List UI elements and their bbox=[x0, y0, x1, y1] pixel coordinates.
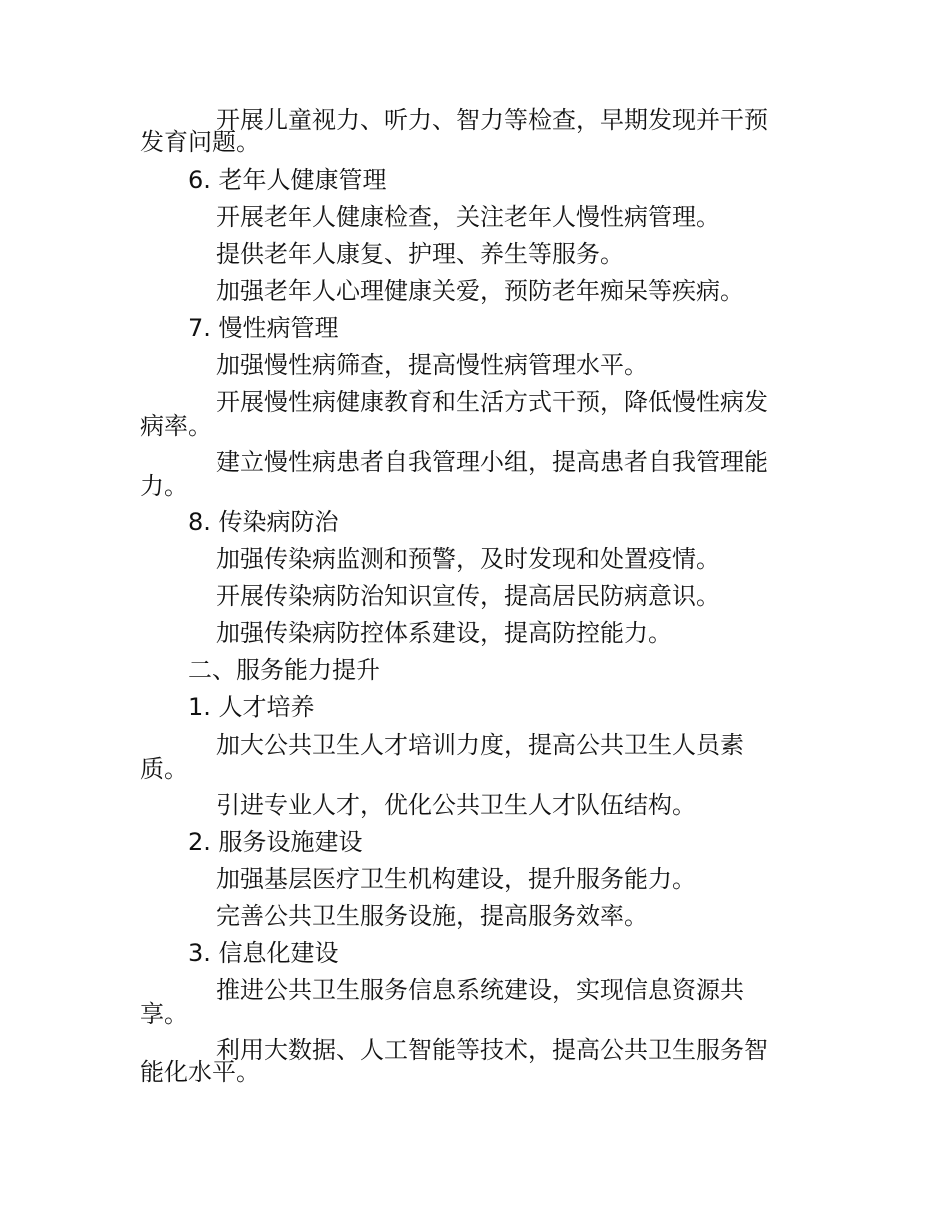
paragraph-line: 推进公共卫生服务信息系统建设，实现信息资源共 bbox=[216, 976, 744, 1004]
paragraph-continuation: 质。 bbox=[140, 755, 188, 783]
section-heading: 2. 服务设施建设 bbox=[188, 828, 363, 856]
chapter-heading: 二、服务能力提升 bbox=[188, 656, 380, 684]
paragraph-line: 开展慢性病健康教育和生活方式干预，降低慢性病发 bbox=[216, 388, 768, 416]
paragraph-line: 引进专业人才，优化公共卫生人才队伍结构。 bbox=[216, 791, 696, 819]
paragraph-line: 开展传染病防治知识宣传，提高居民防病意识。 bbox=[216, 582, 720, 610]
paragraph-continuation: 病率。 bbox=[140, 412, 212, 440]
section-heading: 6. 老年人健康管理 bbox=[188, 166, 387, 194]
section-heading: 7. 慢性病管理 bbox=[188, 314, 339, 342]
paragraph-continuation: 发育问题。 bbox=[140, 128, 260, 156]
paragraph-line: 建立慢性病患者自我管理小组，提高患者自我管理能 bbox=[216, 448, 768, 476]
paragraph-continuation: 力。 bbox=[140, 472, 188, 500]
paragraph-line: 完善公共卫生服务设施，提高服务效率。 bbox=[216, 902, 648, 930]
paragraph-continuation: 享。 bbox=[140, 1000, 188, 1028]
paragraph-line: 提供老年人康复、护理、养生等服务。 bbox=[216, 240, 624, 268]
paragraph-line: 加强基层医疗卫生机构建设，提升服务能力。 bbox=[216, 865, 696, 893]
paragraph-line: 加强老年人心理健康关爱，预防老年痴呆等疾病。 bbox=[216, 277, 744, 305]
section-heading: 8. 传染病防治 bbox=[188, 508, 339, 536]
paragraph-line: 开展老年人健康检查，关注老年人慢性病管理。 bbox=[216, 203, 720, 231]
paragraph-line: 加强慢性病筛查，提高慢性病管理水平。 bbox=[216, 351, 648, 379]
paragraph-line: 利用大数据、人工智能等技术，提高公共卫生服务智 bbox=[216, 1036, 768, 1064]
paragraph-line: 加大公共卫生人才培训力度，提高公共卫生人员素 bbox=[216, 731, 744, 759]
section-heading: 1. 人才培养 bbox=[188, 693, 315, 721]
paragraph-line: 加强传染病监测和预警，及时发现和处置疫情。 bbox=[216, 545, 720, 573]
section-heading: 3. 信息化建设 bbox=[188, 939, 339, 967]
paragraph-continuation: 能化水平。 bbox=[140, 1058, 260, 1086]
paragraph-line: 加强传染病防控体系建设，提高防控能力。 bbox=[216, 619, 672, 647]
paragraph-line: 开展儿童视力、听力、智力等检查，早期发现并干预 bbox=[216, 106, 768, 134]
